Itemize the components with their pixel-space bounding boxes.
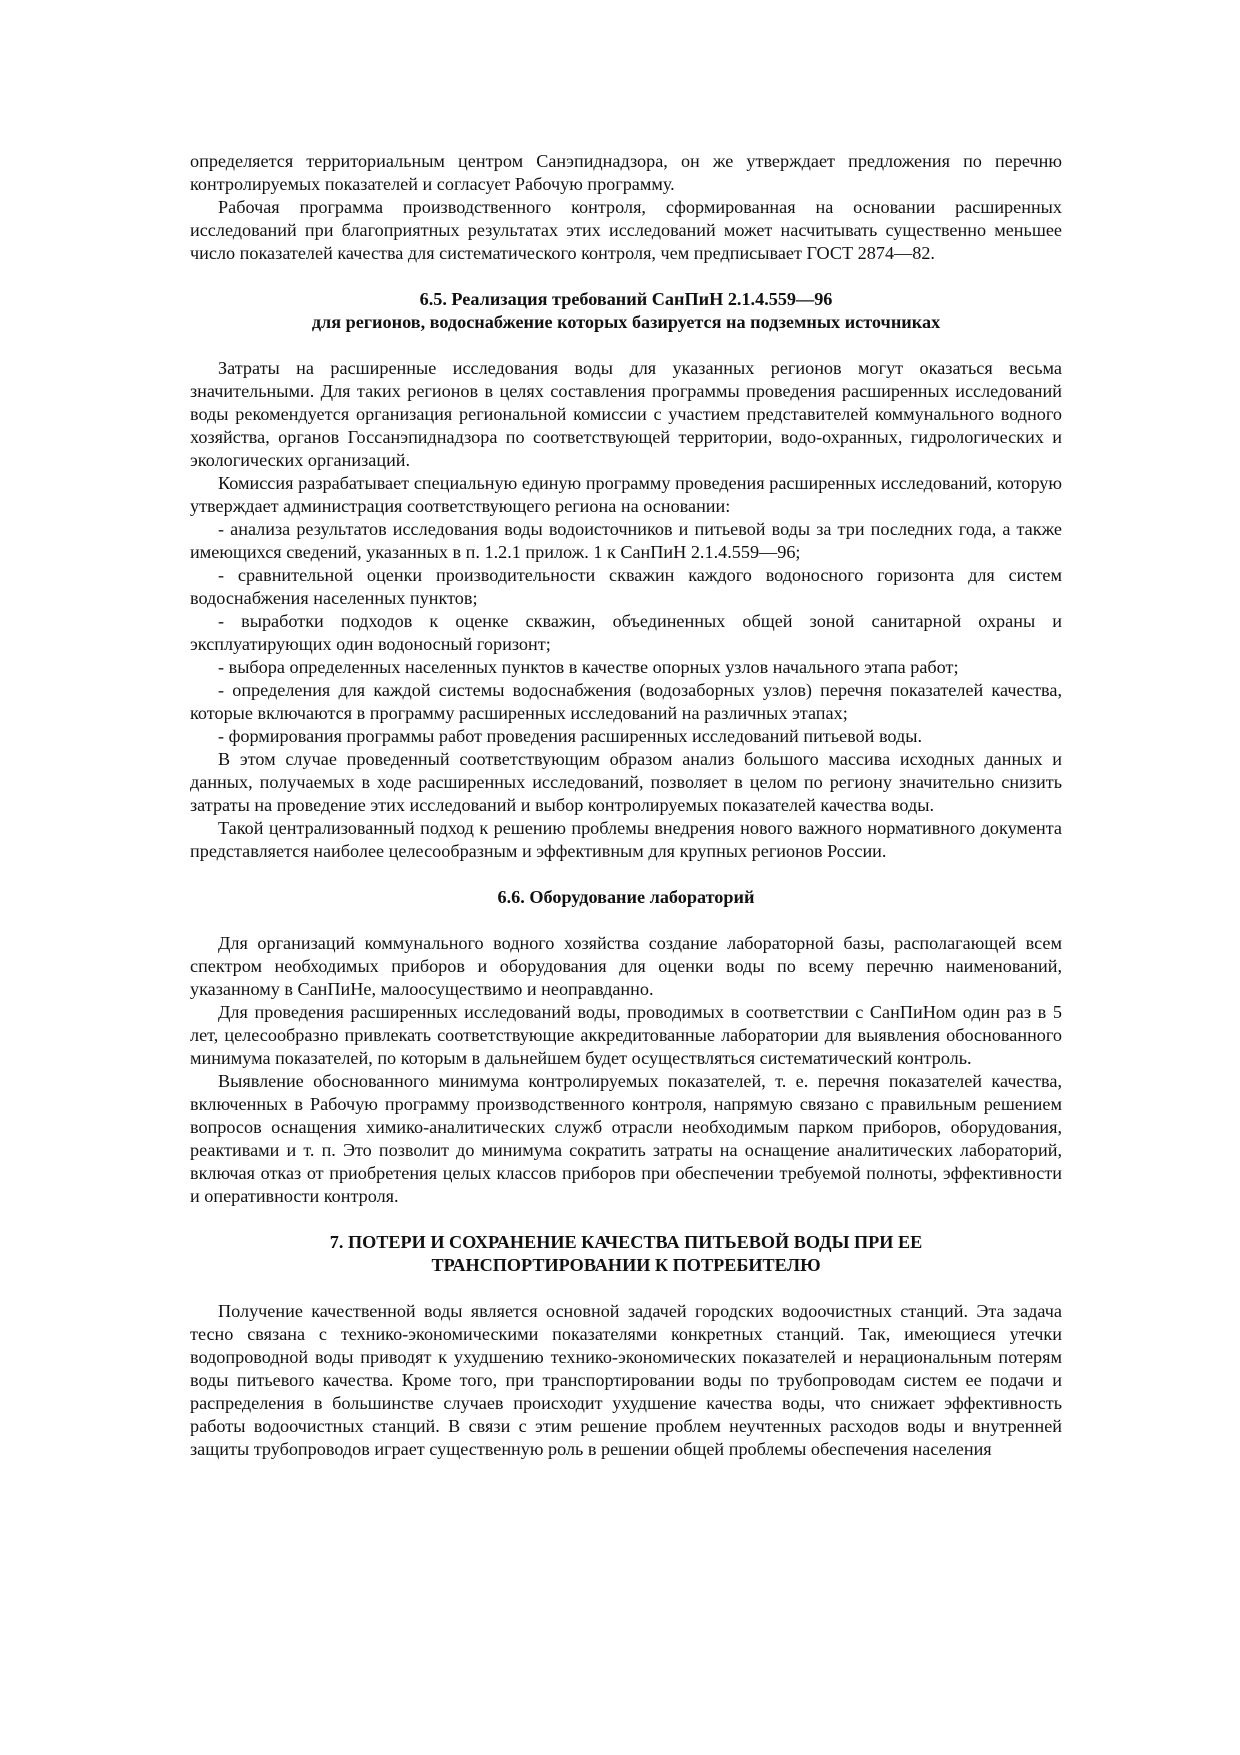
list-item: - выбора определенных населенных пунктов в качестве опорных узлов начального этапа работ; [218, 657, 959, 677]
list-item: - выработки подходов к оценке скважин, объединенных общей зоной санитарной охраны и эксплуатирующих один водоносный горизонт; [190, 611, 1062, 654]
chapter-title-line: ТРАНСПОРТИРОВАНИИ К ПОТРЕБИТЕЛЮ [431, 1255, 821, 1275]
paragraph: Для организаций коммунального водного хозяйства создание лабораторной базы, располагающей всем спектром необходимых приборов и оборудования для оценки воды по всему перечню наименований, указанному в СанПиНе, малоосуществимо и неоправданно. [190, 933, 1062, 999]
section-title-line: для регионов, водоснабжение которых базируется на подземных источниках [311, 312, 941, 332]
list-item: - формирования программы работ проведения расширенных исследований питьевой воды. [218, 726, 923, 746]
section-6-6-heading [190, 886, 1062, 909]
paragraph: Такой централизованный подход к решению проблемы внедрения нового важного нормативного документа представляется наиболее целесообразным и эффективным для крупных регионов России. [190, 818, 1062, 861]
section-title-line: 6.5. Реализация требований СанПиН 2.1.4.559—96 [419, 289, 833, 309]
paragraph-continuation: определяется территориальным центром Санэпиднадзора, он же утверждает предложения по перечню контролируемых показателей и согласует Рабочую программу. [190, 151, 1062, 194]
paragraph: Рабочая программа производственного контроля, сформированная на основании расширенных исследований при благоприятных результатах этих исследований может насчитывать существенно меньшее число показателей качества для систематического контроля, чем предписывает ГОСТ 2874—82. [190, 197, 1062, 263]
section-6-5-heading [190, 288, 1062, 334]
paragraph: Выявление обоснованного минимума контролируемых показателей, т. е. перечня показателей качества, включенных в Рабочую программу производственного контроля, напрямую связано с правильным решением вопросов оснащения химико-аналитических служб отрасли необходимым парком приборов, оборудования, реактивами и т. п. Это позволит до минимума сократить затраты на оснащение аналитических лабораторий, включая отказ от приобретения целых классов приборов при обеспечении требуемой полноты, эффективности и оперативности контроля. [190, 1071, 1062, 1206]
list-item: - определения для каждой системы водоснабжения (водозаборных узлов) перечня показателей качества, которые включаются в программу расширенных исследований на различных этапах; [190, 680, 1062, 723]
section-title: 6.6. Оборудование лабораторий [497, 887, 755, 907]
list-item: - сравнительной оценки производительности скважин каждого водоносного горизонта для систем водоснабжения населенных пунктов; [190, 565, 1062, 608]
paragraph: Затраты на расширенные исследования воды для указанных регионов могут оказаться весьма значительными. Для таких регионов в целях составления программы проведения расширенных исследований воды рекомендуется организация региональной комиссии с участием представителей коммунального водного хозяйства, органов Госсанэпиднадзора по соответствующей территории, водо-охранных, гидрологических и экологических организаций. [190, 358, 1062, 470]
list-item: - анализа результатов исследования воды водоисточников и питьевой воды за три последних года, а также имеющихся сведений, указанных в п. 1.2.1 прилож. 1 к СанПиН 2.1.4.559—96; [190, 519, 1062, 562]
paragraph: В этом случае проведенный соответствующим образом анализ большого массива исходных данных и данных, получаемых в ходе расширенных исследований, позволяет в целом по региону значительно снизить затраты на проведение этих исследований и выбор контролируемых показателей качества воды. [190, 749, 1062, 815]
paragraph: Для проведения расширенных исследований воды, проводимых в соответствии с СанПиНом один раз в 5 лет, целесообразно привлекать соответствующие аккредитованные лаборатории для выявления обоснованного минимума показателей, по которым в дальнейшем будет осуществляться систематический контроль. [190, 1002, 1062, 1068]
page-content [190, 150, 1062, 1461]
section-7-heading [190, 1231, 1062, 1277]
paragraph: Получение качественной воды является основной задачей городских водоочистных станций. Эта задача тесно связана с технико-экономическими показателями конкретных станций. Так, имеющиеся утечки водопроводной воды приводят к ухудшению технико-экономических показателей и нерациональным потерям воды питьевого качества. Кроме того, при транспортировании воды по трубопроводам систем ее подачи и распределения в большинстве случаев происходит ухудшение качества воды, что снижает эффективность работы водоочистных станций. В связи с этим решение проблем неучтенных расходов воды и внутренней защиты трубопроводов играет существенную роль в решении общей проблемы обеспечения населения [190, 1301, 1062, 1459]
paragraph: Комиссия разрабатывает специальную единую программу проведения расширенных исследований, которую утверждает администрация соответствующего региона на основании: [190, 473, 1062, 516]
chapter-title-line: 7. ПОТЕРИ И СОХРАНЕНИЕ КАЧЕСТВА ПИТЬЕВОЙ ВОДЫ ПРИ ЕЕ [329, 1232, 923, 1252]
